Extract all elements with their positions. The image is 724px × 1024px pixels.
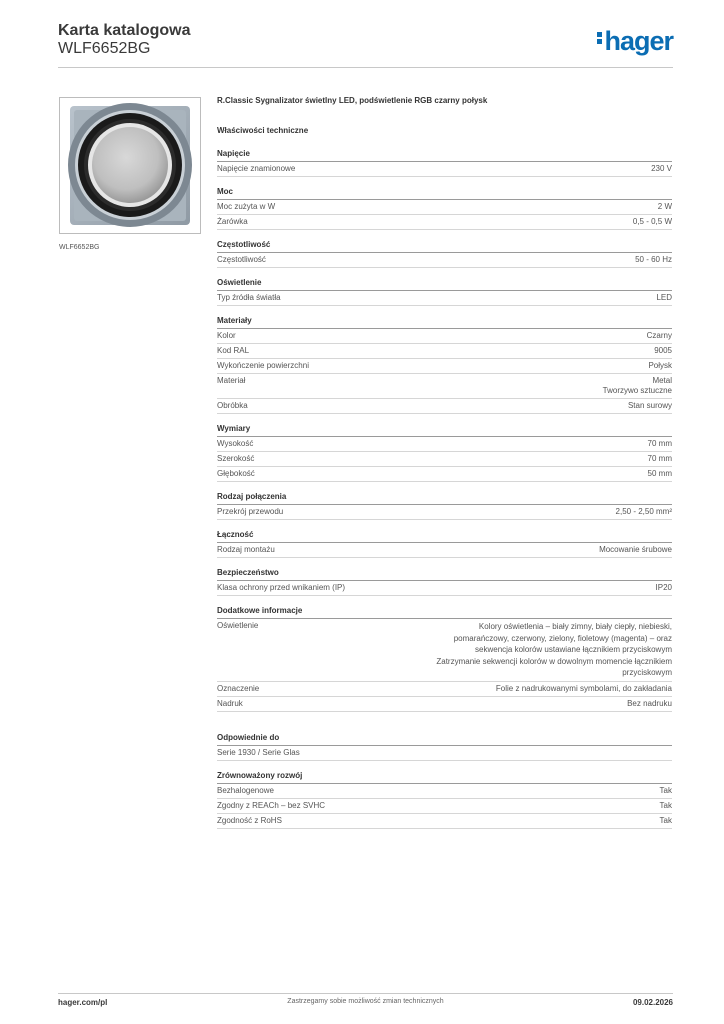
- spec-label: Wysokość: [217, 439, 254, 448]
- spec-content: [217, 95, 672, 838]
- spec-label: Typ źródła światła: [217, 293, 281, 302]
- spec-value: 230 V: [651, 164, 672, 173]
- spec-value: 2,50 - 2,50 mm²: [615, 507, 672, 516]
- spec-row: [217, 543, 672, 558]
- section-safety: [217, 567, 672, 596]
- spec-row: [217, 359, 672, 374]
- spec-value: Tak: [659, 815, 672, 825]
- document-title: Karta katalogowa: [58, 22, 191, 39]
- spec-row: [217, 784, 672, 799]
- spec-value: Tak: [659, 785, 672, 795]
- section-title: Materiały: [217, 315, 672, 329]
- product-code: WLF6652BG: [58, 40, 151, 57]
- spec-value-line: sekwencja kolorów ustawiane łącznikiem przyciskowym: [475, 645, 672, 654]
- spec-label: Zgodność z RoHS: [217, 815, 282, 825]
- spec-row: [217, 399, 672, 414]
- spec-label: Wykończenie powierzchni: [217, 361, 309, 370]
- section-dimensions: [217, 423, 672, 482]
- spec-label: Kolor: [217, 331, 236, 340]
- spec-row: [217, 581, 672, 596]
- spec-value: IP20: [655, 583, 672, 592]
- spec-row: [217, 374, 672, 399]
- spec-label: Głębokość: [217, 469, 255, 478]
- spec-label: Nadruk: [217, 698, 243, 708]
- spec-label: Przekrój przewodu: [217, 507, 284, 516]
- spec-value: 70 mm: [647, 454, 672, 463]
- spec-label: Zgodny z REACh – bez SVHC: [217, 800, 326, 810]
- spec-row: [217, 437, 672, 452]
- spec-label: Oznaczenie: [217, 683, 260, 693]
- section-frequency: [217, 239, 672, 268]
- spec-value: Tak: [659, 800, 672, 810]
- spec-label: Napięcie znamionowe: [217, 164, 296, 173]
- properties-heading: Właściwości techniczne: [217, 126, 309, 135]
- spec-row: [217, 619, 672, 682]
- section-title: Łączność: [217, 529, 672, 543]
- spec-value: Mocowanie śrubowe: [599, 545, 672, 554]
- spec-row: [217, 253, 672, 268]
- footer-website-link[interactable]: hager.com/pl: [58, 998, 108, 1007]
- spec-value: 9005: [654, 346, 672, 355]
- header-divider: [58, 67, 673, 68]
- spec-value: 50 - 60 Hz: [635, 255, 672, 264]
- spec-row: [217, 814, 672, 829]
- section-title: Bezpieczeństwo: [217, 567, 672, 581]
- spec-row: [217, 162, 672, 177]
- footer-divider: [58, 993, 673, 994]
- spec-value: [436, 621, 672, 679]
- spec-row: [217, 215, 672, 230]
- product-image: [59, 97, 201, 234]
- section-lighting: [217, 277, 672, 306]
- spec-value: LED: [656, 293, 672, 302]
- logo-text: hager: [604, 26, 673, 56]
- section-suitable-for: [217, 732, 672, 761]
- spec-value: Połysk: [648, 361, 672, 370]
- signal-light-icon: [60, 98, 200, 233]
- spec-row: [217, 746, 672, 761]
- spec-row: [217, 505, 672, 520]
- logo-dots-icon: [597, 30, 603, 46]
- section-title: Napięcie: [217, 148, 672, 162]
- spec-label: Oświetlenie: [217, 621, 259, 630]
- spec-row: [217, 682, 672, 697]
- spec-value: 50 mm: [647, 469, 672, 478]
- hager-logo: [597, 26, 673, 56]
- spec-value-line: Zatrzymanie sekwencji kolorów w dowolnym momencie łącznikiem: [436, 656, 672, 666]
- spec-row: [217, 200, 672, 215]
- section-sustainability: [217, 770, 672, 829]
- section-title: Moc: [217, 186, 672, 200]
- spec-value-line: Kolory oświetlenia – biały zimny, biały ciepły, niebieski,: [478, 622, 672, 631]
- spec-label: Szerokość: [217, 454, 255, 463]
- spec-value: Folie z nadrukowanymi symbolami, do zakładania: [495, 683, 672, 693]
- spec-label: Obróbka: [217, 401, 248, 410]
- image-caption: WLF6652BG: [59, 244, 100, 251]
- spec-row: [217, 452, 672, 467]
- page-header: [58, 22, 673, 66]
- spec-row: [217, 291, 672, 306]
- spec-value: Czarny: [646, 331, 672, 340]
- spec-label: Częstotliwość: [217, 255, 266, 264]
- spec-label: Rodzaj montażu: [217, 545, 275, 554]
- product-name: R.Classic Sygnalizator świetlny LED, podświetlenie RGB czarny połysk: [217, 96, 488, 105]
- spec-value-line: Tworzywo sztuczne: [602, 386, 672, 395]
- section-power: [217, 186, 672, 230]
- spec-value: Stan surowy: [627, 401, 672, 410]
- spec-label: Materiał: [217, 376, 246, 385]
- spec-label: Żarówka: [217, 217, 248, 226]
- footer-note: Zastrzegamy sobie możliwość zmian technicznych: [287, 998, 444, 1005]
- spec-label: Moc zużyta w W: [217, 202, 276, 211]
- spec-value: [603, 376, 672, 396]
- spec-label: Klasa ochrony przed wnikaniem (IP): [217, 583, 346, 592]
- spec-row: [217, 467, 672, 482]
- spec-row: [217, 799, 672, 814]
- spec-row: [217, 344, 672, 359]
- spec-value-line: pomarańczowy, czerwony, zielony, fioletowy (magenta) – oraz: [453, 633, 672, 643]
- section-title: Częstotliwość: [217, 239, 672, 253]
- spec-label: Bezhalogenowe: [217, 785, 274, 795]
- spec-value-line: Metal: [652, 376, 672, 385]
- section-title: Dodatkowe informacje: [217, 605, 672, 619]
- spec-value: 0,5 - 0,5 W: [632, 217, 672, 226]
- spec-row: [217, 697, 672, 712]
- section-title: Wymiary: [217, 423, 672, 437]
- section-title: Rodzaj połączenia: [217, 491, 672, 505]
- section-title: Zrównoważony rozwój: [217, 770, 672, 784]
- section-voltage: [217, 148, 672, 177]
- footer-date: 09.02.2026: [632, 998, 673, 1007]
- section-materials: [217, 315, 672, 414]
- section-title: Oświetlenie: [217, 277, 672, 291]
- section-connectivity: [217, 529, 672, 558]
- page-footer: [58, 998, 673, 1010]
- spec-value: Bez nadruku: [627, 698, 672, 708]
- spec-value: 2 W: [657, 202, 672, 211]
- spec-label: Serie 1930 / Serie Glas: [217, 747, 300, 757]
- spec-value: 70 mm: [647, 439, 672, 448]
- section-additional-info: [217, 605, 672, 712]
- section-title: Odpowiednie do: [217, 732, 672, 746]
- spec-label: Kod RAL: [217, 346, 250, 355]
- spec-row: [217, 329, 672, 344]
- section-connection: [217, 491, 672, 520]
- spec-value-line: przyciskowym: [622, 668, 672, 677]
